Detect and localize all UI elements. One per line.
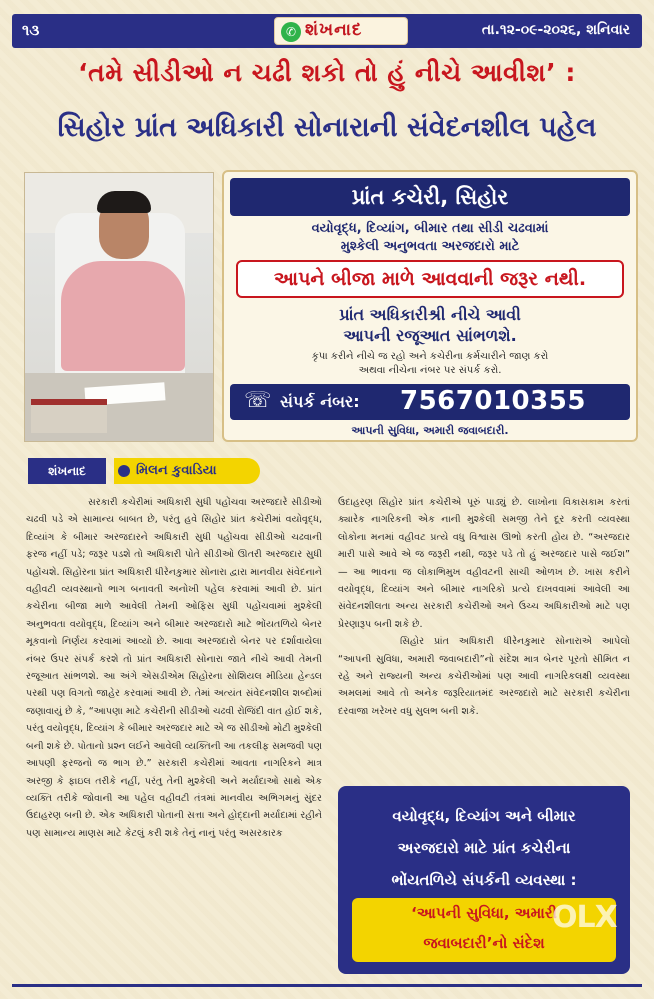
bullet-icon	[118, 465, 130, 477]
highlight-quote-line-2: જવાબદારી’નો સંદેશ	[423, 934, 545, 952]
article-column-1	[26, 494, 322, 842]
byline-tag: શંખનાદ	[28, 458, 106, 484]
article-paragraph: સિહોર પ્રાંત અધિકારી ધીરેનકુમાર સોનારાએ આપેલો “આપની સુવિધા, અમારી જવાબદારી”નો સંદેશ માત્ર બેનર પૂરતો સીમિત ન રહે અને રાજ્યની અન્ય કચેરીઓમાં પણ આવી નાગરિકલક્ષી વ્યવસ્થા અમલમાં આવે તો અનેક જરૂરિયાતમંદ અરજદારો માટે સરકારી કચેરીના દરવાજા ખરેખર વધુ સુલભ બની શકે.	[338, 636, 630, 717]
issue-date: તા.૧૨-૦૯-૨૦૨૬, શનિવાર	[481, 22, 630, 38]
watermark-logo: OLX	[552, 900, 617, 935]
notice-footer: આપની સુવિધા, અમારી જવાબદારી.	[351, 424, 509, 437]
highlight-line-3: ભોંયતળિયે સંપર્કની વ્યવસ્થા :	[391, 871, 577, 889]
officer-photo	[24, 172, 214, 442]
article-column-2	[338, 494, 630, 720]
highlight-quote-line-1: ‘આપની સુવિધા, અમારી	[411, 904, 557, 922]
phone-icon: ☏	[244, 388, 272, 413]
highlight-line-1: વયોવૃદ્ધ, દિવ્યાંગ અને બીમાર	[392, 807, 576, 825]
headline-line-2: સિહોર પ્રાંત અધિકારી સોનારાની સંવેદનશીલ પહેલ	[57, 112, 597, 143]
notice-alert: આપને બીજા માળે આવવાની જરૂર નથી.	[236, 260, 624, 298]
article-paragraph: સરકારી કચેરીમાં અધિકારી સુધી પહોંચવા અરજદારે સીડીઓ ચઢવી પડે એ સામાન્ય બાબત છે, પરંતુ હવે સિહોર પ્રાંત કચેરીમાં વયોવૃદ્ધ, દિવ્યાંગ કે બીમાર અરજદારને અધિકારી સુધી પહોંચવા સીડીઓ ચઢવાની ફરજ નહીં પડે; જરૂર પડશે તો અધિકારી પોતે સીડીઓ ઊતરી અરજદાર સુધી પહોંચશે. સિહોરના પ્રાંત અધિકારી ધીરેનકુમાર સોનારા દ્વારા માનવીય સંવેદનાને વહીવટી વ્યવસ્થાનો ભાગ બનાવતી અનોખી પહેલ કરવામાં આવી છે. પ્રાંત કચેરીના બીજા માળે આવેલી તેમની ઓફિસ સુધી પહોંચવામાં મુશ્કેલી અનુભવતા વયોવૃદ્ધ, દિવ્યાંગ અને બીમાર અરજદારો માટે ભોંયતળિયે બેનર મૂકવાનો નિર્ણય કરવામાં આવ્યો છે. આવા અરજદારો બેનર પર દર્શાવાયેલા નંબર ઉપર સંપર્ક કરશે તો પ્રાંત અધિકારી સોનારા જાતે નીચે આવી તેમની રજૂઆત સાંભળશે. આ અંગે એસડીએમ સિહોરના સોશિયલ મીડિયા હેન્ડલ પરથી પણ વિગતો જાહેર કરવામાં આવી છે. તેમાં અત્યંત સંવેદનશીલ શબ્દોમાં જણાવાયું છે કે, “આપણા માટે કચેરીની સીડીઓ ચઢવી રોજિંદી વાત હોઈ શકે, પરંતુ વયોવૃદ્ધ, દિવ્યાંગ કે બીમાર અરજદાર માટે એ જ સીડીઓ મોટી મુશ્કેલી બની શકે છે. પોતાનો પ્રશ્ન લઈને આવેલી વ્યક્તિની આ તકલીફ સમજવી પણ આપણી ફરજનો જ ભાગ છે.” સરકારી કચેરીમાં આવતા નાગરિકને માત્ર અરજી કે ફાઇલ તરીકે નહીં, પરંતુ તેની મુશ્કેલી અને મર્યાદાઓ સાથે એક વ્યક્તિ તરીકે જોવાની આ પહેલ વહીવટી તંત્રમાં માનવીય અભિગમનું સુંદર ઉદાહરણ બની છે. એક અધિકારી પોતાની સત્તા અને હોદ્દાની મર્યાદામાં રહીને પણ સામાન્ય માણસ માટે કેટલું કરી શકે તેનું નાનું પરંતુ અસરકારક	[26, 497, 322, 839]
highlight-text	[338, 800, 630, 896]
notice-message-line-1: પ્રાંત અધિકારીશ્રી નીચે આવી	[339, 305, 521, 324]
notice-instructions	[230, 350, 630, 378]
contact-strip	[230, 384, 630, 420]
notice-message-line-2: આપની રજૂઆત સાંભળશે.	[343, 326, 517, 345]
notice-title: પ્રાંત કચેરી, સિહોર	[230, 178, 630, 216]
notice-subtitle-line-1: વયોવૃદ્ધ, દિવ્યાંગ, બીમાર તથા સીડી ચઢવામાં	[311, 221, 549, 236]
notice-subtitle-line-2: મુશ્કેલી અનુભવતા અરજદારો માટે	[340, 239, 520, 254]
whatsapp-icon: ✆	[281, 22, 301, 42]
bottom-rule	[12, 984, 642, 987]
notice-banner	[222, 170, 638, 442]
notice-instructions-line-2: અથવા નીચેના નંબર પર સંપર્ક કરો.	[358, 365, 502, 376]
headline-line-1: ‘તમે સીડીઓ ન ચઢી શકો તો હું નીચે આવીશ’ :	[78, 58, 576, 87]
notice-subtitle	[230, 220, 630, 256]
article-paragraph: ઉદાહરણ સિહોર પ્રાંત કચેરીએ પૂરું પાડ્યું છે. લાખોના વિકાસકામ કરતાં ક્યારેક નાગરિકની એક નાની મુશ્કેલી સમજી તેને દૂર કરતી વ્યવસ્થા લોકોના મનમાં વહીવટ પ્રત્યે વધુ વિશ્વાસ ઊભો કરતી હોય છે. “અરજદાર મારી પાસે આવે એ જ જરૂરી નથી, જરૂર પડે તો હું અરજદાર પાસે જઈશ” — આ ભાવના જ લોકાભિમુખ વહીવટની સાચી ઓળખ છે. ખાસ કરીને વયોવૃદ્ધ, દિવ્યાંગ અને બીમાર નાગરિકો પ્રત્યે દાખવવામાં આવેલી આ સંવેદનશીલતા અન્ય સરકારી કચેરીઓ અને ઉચ્ચ અધિકારીઓ માટે પણ પ્રેરણારૂપ બની શકે છે.	[338, 497, 630, 630]
notice-instructions-line-1: કૃપા કરીને નીચે જ રહો અને કચેરીના કર્મચારીને જાણ કરો	[311, 351, 549, 362]
top-bar	[12, 14, 642, 48]
contact-number: 7567010355	[400, 386, 586, 416]
byline-author: મિલન કુવાડિયા	[114, 458, 260, 484]
page-number: ૧૩	[22, 21, 40, 39]
brand-logo	[274, 17, 408, 45]
contact-label: સંપર્ક નંબર:	[280, 392, 360, 411]
highlight-line-2: અરજદારો માટે પ્રાંત કચેરીના	[397, 839, 571, 857]
notice-message	[230, 304, 630, 346]
brand-name: શંખનાદ	[305, 20, 363, 40]
